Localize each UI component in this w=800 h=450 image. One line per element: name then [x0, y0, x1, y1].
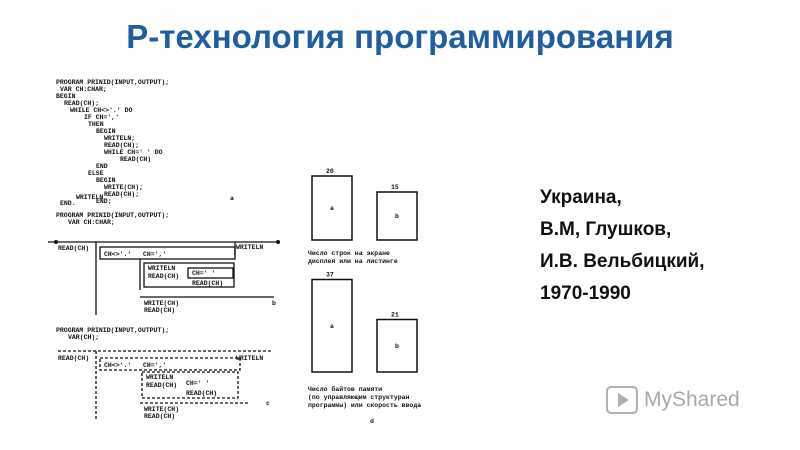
code-line: PROGRAM PRINID(INPUT,OUTPUT);: [56, 327, 170, 334]
bar-category-label: a: [330, 322, 334, 330]
bar-chart-bytes: [312, 272, 417, 373]
program-listing-2: [56, 212, 169, 226]
code-line: WRITELN;: [104, 135, 136, 142]
code-line: VAR CH:CHAR;: [60, 86, 107, 93]
diagram-label: CH=',': [143, 362, 167, 369]
diagram-label: CH=',': [143, 251, 167, 258]
authors-block: [540, 182, 705, 310]
code-line: READ(CH);: [64, 100, 100, 107]
diagram-label: READ(CH): [146, 382, 178, 389]
watermark-text: MyShared: [644, 388, 740, 411]
info-years: 1970-1990: [540, 283, 631, 304]
code-line: PROGRAM PRINID(INPUT,OUTPUT);: [56, 212, 170, 219]
slide-title: Р-технология программирования: [126, 18, 674, 55]
diagram-label: WRITELN: [236, 244, 264, 251]
code-line: PROGRAM PRINID(INPUT,OUTPUT);: [56, 79, 170, 86]
program-listing-3: [56, 327, 169, 341]
code-line: READ(CH);: [104, 142, 140, 149]
code-line: END.: [60, 200, 76, 207]
program-listing-1: [56, 79, 234, 207]
diagram-label: CH<>'.': [104, 362, 132, 369]
diagram-label: READ(CH): [192, 280, 224, 287]
code-line: THEN: [88, 121, 104, 128]
figure-letter: a: [230, 195, 234, 202]
bar-chart-lines: [312, 168, 417, 240]
diagram-label: WRITE(CH): [144, 406, 180, 413]
code-line: WHILE CH=' ' DO: [104, 149, 163, 156]
code-line: IF CH=',': [84, 114, 120, 121]
chart-captions: [308, 250, 421, 425]
code-line: WRITELN: [76, 194, 104, 201]
code-line: END;: [96, 198, 112, 205]
bar-category-label: b: [395, 213, 399, 220]
scanned-figure: [40, 75, 500, 435]
code-line: BEGIN: [56, 93, 76, 100]
code-line: VAR CH:CHAR;: [68, 219, 115, 226]
watermark: [606, 386, 740, 414]
diagram-label: CH=' ': [186, 380, 210, 387]
chart-caption: Число строк на экране: [308, 250, 390, 257]
chart-caption: программы) или скорость ввода: [308, 402, 422, 409]
figure-letter: c: [266, 400, 270, 407]
code-line: BEGIN: [96, 177, 116, 184]
code-line: END: [96, 163, 108, 170]
play-icon: [606, 386, 638, 414]
diagram-label: WRITELN: [236, 355, 264, 362]
chart-caption: Число байтов памяти: [308, 386, 383, 393]
code-line: VAR(CH);: [68, 334, 100, 341]
diagram-label: READ(CH): [144, 413, 176, 420]
code-line: ELSE: [88, 170, 104, 177]
diagram-label: READ(CH): [186, 390, 218, 397]
code-line: READ(CH);: [104, 191, 140, 198]
bar-value-label: 37: [326, 271, 334, 279]
code-line: WRITE(CH);: [104, 184, 144, 191]
structure-diagram-b: [48, 240, 280, 315]
chart-caption: (по управляющим структуран: [308, 394, 410, 401]
diagram-label: READ(CH): [148, 273, 180, 280]
diagram-label: WRITELN: [146, 374, 174, 381]
code-line: BEGIN: [96, 128, 116, 135]
diagram-label: WRITE(CH): [144, 300, 180, 307]
bar-value-label: 15: [391, 184, 399, 191]
figure-letter: b: [272, 300, 276, 307]
info-author-1: В.М, Глушков,: [540, 219, 672, 240]
info-country: Украина,: [540, 187, 622, 208]
diagram-label: CH=' ': [192, 270, 216, 277]
code-line: WHILE CH<>'.' DO: [70, 107, 133, 114]
diagram-label: READ(CH): [58, 245, 90, 252]
diagram-label: READ(CH): [58, 355, 90, 362]
bar-value-label: 20: [326, 168, 334, 175]
diagram-label: READ(CH): [144, 307, 176, 314]
structure-diagram-c: [58, 351, 272, 420]
figure-letter: d: [370, 418, 374, 425]
bar-category-label: a: [330, 205, 334, 212]
bar-value-label: 21: [391, 311, 399, 319]
bar-category-label: b: [395, 342, 399, 350]
code-line: READ(CH): [120, 156, 152, 163]
diagram-label: WRITELN: [148, 265, 176, 272]
diagram-label: CH<>'.': [104, 251, 132, 258]
chart-caption: дисплея или на листинге: [308, 258, 398, 265]
info-author-2: И.В. Вельбицкий,: [540, 251, 705, 272]
